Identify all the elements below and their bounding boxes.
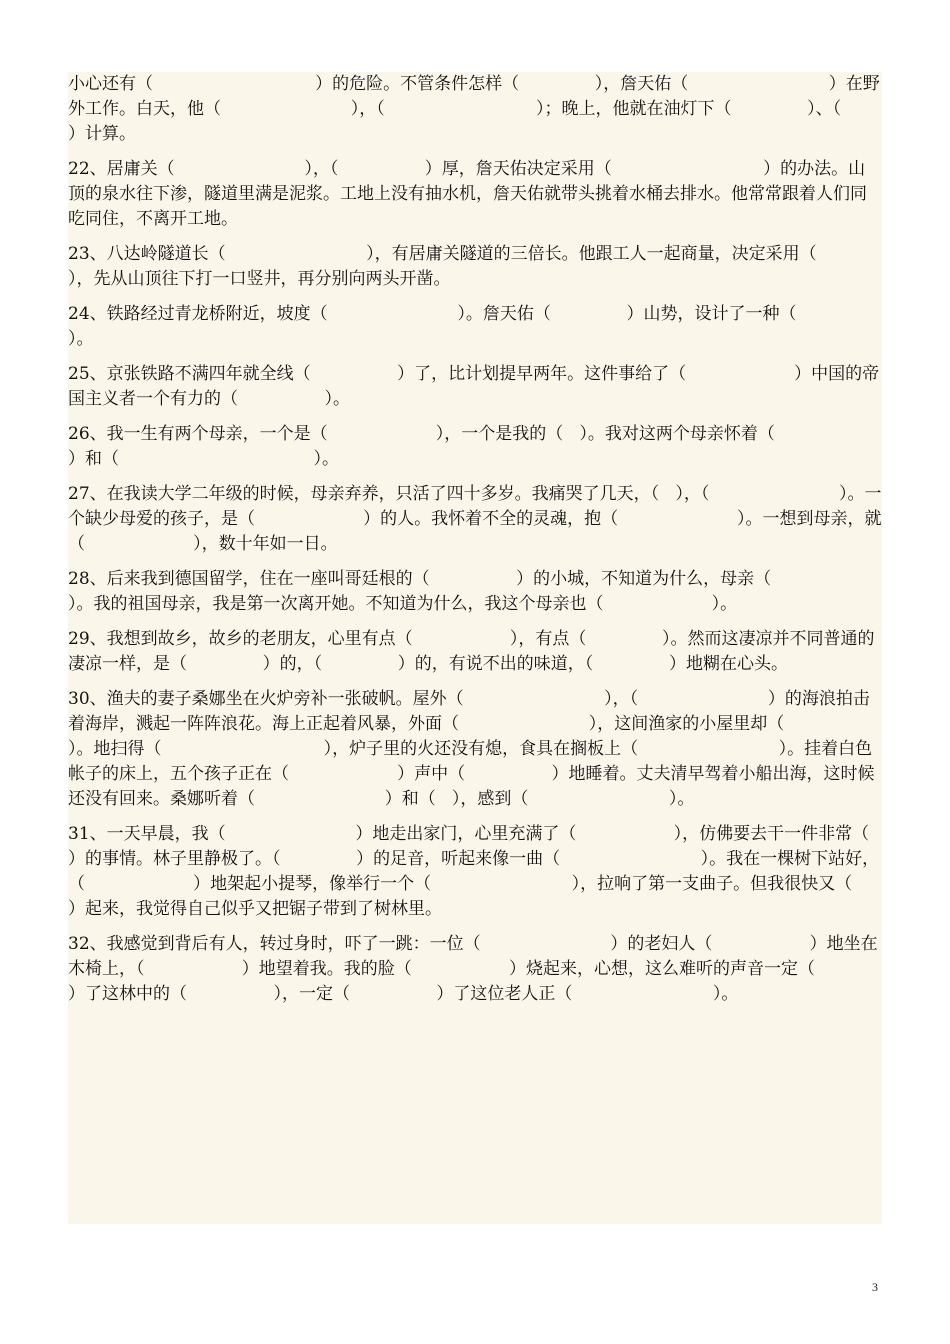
paragraph-gap [68, 147, 882, 157]
paragraph-gap [68, 232, 882, 242]
paragraph-gap [68, 617, 882, 627]
paragraph-gap [68, 677, 882, 687]
paragraph-gap [68, 812, 882, 822]
question-28: 28、后来我到德国留学，住在一座叫哥廷根的（ ）的小城，不知道为什么，母亲（ ）。我的祖国母亲，我是第一次离开她。不知道为什么，我这个母亲也（ ）。 [68, 569, 858, 614]
paragraph-gap [68, 412, 882, 422]
paragraph-gap [68, 922, 882, 932]
paragraph-gap [68, 292, 882, 302]
question-22: 22、居庸关（ ），（ ）厚，詹天佑决定采用（ ）的办法。山顶的泉水往下渗，隧道里满是泥浆。工地上没有抽水机，詹天佑就带头挑着水桶去排水。他常常跟着人们同吃同住，不离开工地。 [68, 159, 867, 229]
paragraph-gap [68, 472, 882, 482]
paragraph-gap [68, 352, 882, 362]
question-30: 30、渔夫的妻子桑娜坐在火炉旁补一张破帆。屋外（ ），（ ）的海浪拍击着海岸，溅起一阵阵浪花。海上正起着风暴，外面（ ），这间渔家的小屋里却（ ）。地扫得（ ），炉子里的火还没有熄，食具在搁板上（ ）。挂着白色帐子的床上，五个孩子正在（ ）声中（ ）地睡着。丈夫清早驾着小船出海，这时候还没有回来。桑娜听着（ ）和（ ），感到（ ）。 [68, 689, 925, 809]
page-number: 3 [872, 1280, 878, 1294]
question-25: 25、京张铁路不满四年就全线（ ）了，比计划提早两年。这件事给了（ ）中国的帝国主义者一个有力的（ ）。 [68, 364, 880, 409]
question-23: 23、八达岭隧道长（ ），有居庸关隧道的三倍长。他跟工人一起商量，决定采用（ ），先从山顶往下打一口竖井，再分别向两头开凿。 [68, 244, 925, 289]
question-27: 27、在我读大学二年级的时候，母亲弃养，只活了四十多岁。我痛哭了几天，（ ），（ ）。一个缺少母爱的孩子，是（ ）的人。我怀着不全的灵魂，抱（ ）。一想到母亲，就（ ），数十年如一日。 [68, 484, 882, 554]
question-29: 29、我想到故乡，故乡的老朋友，心里有点（ ），有点（ ）。然而这凄凉并不同普通的凄凉一样，是（ ）的，（ ）的，有说不出的味道，（ ）地糊在心头。 [68, 629, 875, 674]
worksheet-body [68, 72, 945, 1224]
question-24: 24、铁路经过青龙桥附近，坡度（ ）。詹天佑（ ）山势，设计了一种（ ）。 [68, 304, 937, 349]
paragraph-gap [68, 557, 882, 567]
question-26: 26、我一生有两个母亲，一个是（ ），一个是我的（ ）。我对这两个母亲怀着（ ）和（ ）。 [68, 424, 905, 469]
question-32: 32、我感觉到背后有人，转过身时，吓了一跳：一位（ ）的老妇人（ ）地坐在木椅上，（ ）地望着我。我的脸（ ）烧起来，心想，这么难听的声音一定（ ）了这林中的（ ），一定（ ）了这位老人正（ ）。 [68, 934, 902, 1004]
paragraph-21-continued: 小心还有（ ）的危险。不管条件怎样（ ），詹天佑（ ）在野外工作。白天，他（ ），（ ）；晚上，他就在油灯下（ ）、（ ）计算。 [68, 74, 917, 144]
question-31: 31、一天早晨，我（ ）地走出家门，心里充满了（ ），仿佛要去干一件非常（ ）的事情。林子里静极了。（ ）的足音，听起来像一曲（ ）。我在一棵树下站好，（ ）地架起小提琴，像举行一个（ ），拉响了第一支曲子。但我很快又（ ）起来，我觉得自己似乎又把锯子带到了树林里。 [68, 824, 945, 919]
